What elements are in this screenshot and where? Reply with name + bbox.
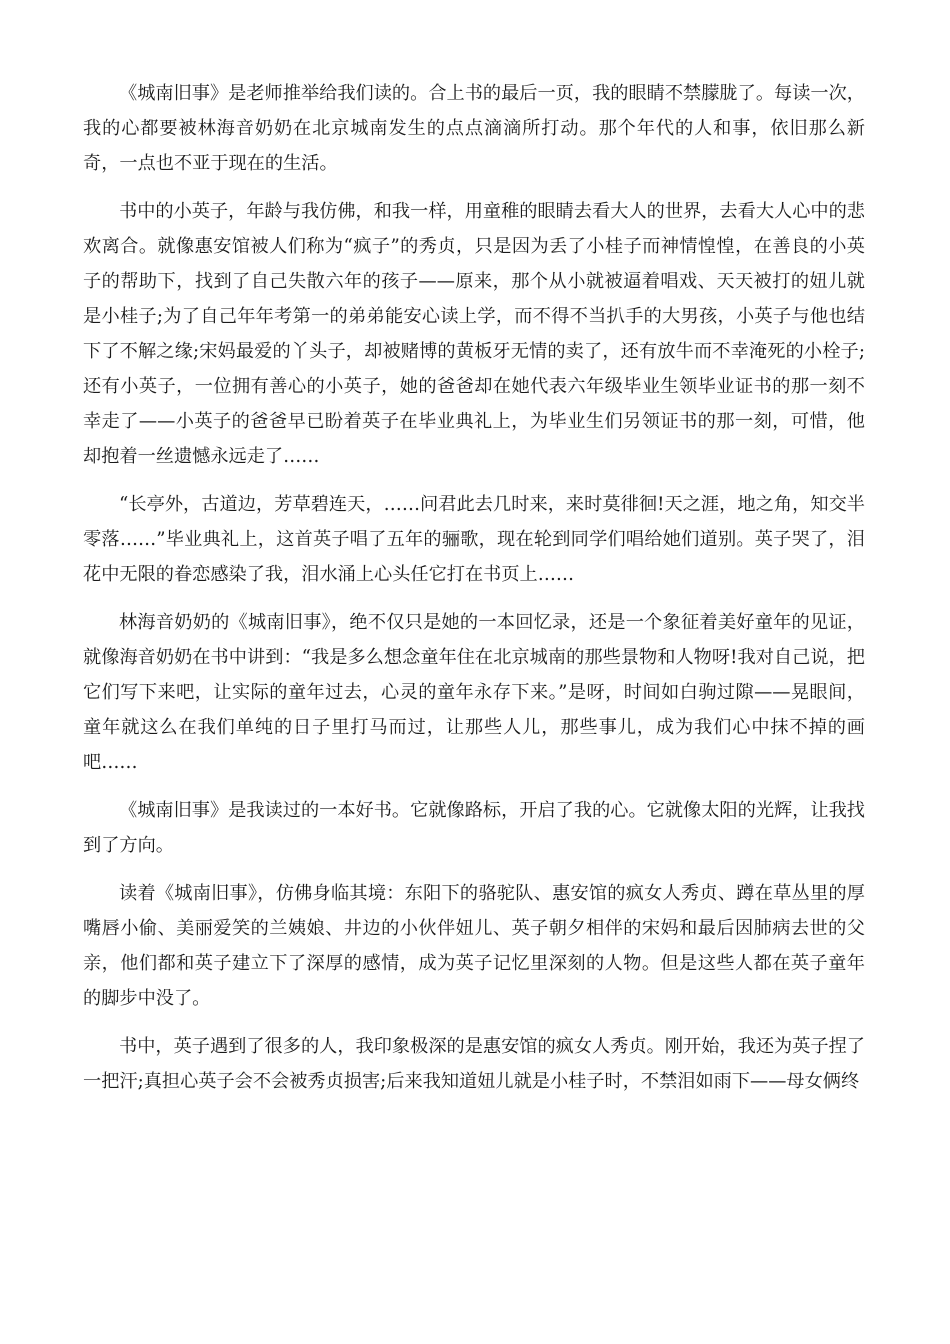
paragraph-1: 《城南旧事》是老师推举给我们读的。合上书的最后一页，我的眼睛不禁朦胧了。每读一次，我的心都要被林海音奶奶在北京城南发生的点点滴滴所打动。那个年代的人和事，依旧那么新奇，一点也不亚于现在的生活。	[83, 83, 865, 174]
paragraph-3: “长亭外，古道边，芳草碧连天，……问君此去几时来，来时莫徘徊!天之涯，地之角，知交半零落……”毕业典礼上，这首英子唱了五年的骊歌，现在轮到同学们唱给她们道别。英子哭了，泪花中无限的眷恋感染了我，泪水涌上心头任它打在书页上……	[83, 494, 865, 585]
paragraph-6: 读着《城南旧事》，仿佛身临其境：东阳下的骆驼队、惠安馆的疯女人秀贞、蹲在草丛里的厚嘴唇小偷、美丽爱笑的兰姨娘、井边的小伙伴妞儿、英子朝夕相伴的宋妈和最后因肺病去世的父亲，他们都和英子建立下了深厚的感情，成为英子记忆里深刻的人物。但是这些人都在英子童年的脚步中没了。	[83, 883, 865, 1009]
document-page	[83, 76, 865, 1112]
paragraph-7: 书中，英子遇到了很多的人，我印象极深的是惠安馆的疯女人秀贞。刚开始，我还为英子捏了一把汗;真担心英子会不会被秀贞损害;后来我知道妞儿就是小桂子时，不禁泪如雨下——母女俩终	[83, 1036, 865, 1092]
paragraph-4: 林海音奶奶的《城南旧事》，绝不仅只是她的一本回忆录，还是一个象征着美好童年的见证，就像海音奶奶在书中讲到：“我是多么想念童年住在北京城南的那些景物和人物呀!我对自己说，把它们写下来吧，让实际的童年过去，心灵的童年永存下来。”是呀，时间如白驹过隙——晃眼间，童年就这么在我们单纯的日子里打马而过，让那些人儿，那些事儿，成为我们心中抹不掉的画吧……	[83, 612, 865, 773]
paragraph-5: 《城南旧事》是我读过的一本好书。它就像路标，开启了我的心。它就像太阳的光辉，让我找到了方向。	[83, 800, 865, 856]
paragraph-2: 书中的小英子，年龄与我仿佛，和我一样，用童稚的眼睛去看大人的世界，去看大人心中的悲欢离合。就像惠安馆被人们称为“疯子”的秀贞，只是因为丢了小桂子而神情惶惶，在善良的小英子的帮助下，找到了自己失散六年的孩子——原来，那个从小就被逼着唱戏、天天被打的妞儿就是小桂子;为了自己年年考第一的弟弟能安心读上学，而不得不当扒手的大男孩，小英子与他也结下了不解之缘;宋妈最爱的丫头子，却被赌博的黄板牙无情的卖了，还有放牛而不幸淹死的小栓子;还有小英子，一位拥有善心的小英子，她的爸爸却在她代表六年级毕业生领毕业证书的那一刻不幸走了——小英子的爸爸早已盼着英子在毕业典礼上，为毕业生们另领证书的那一刻，可惜，他却抱着一丝遗憾永远走了……	[83, 201, 865, 467]
